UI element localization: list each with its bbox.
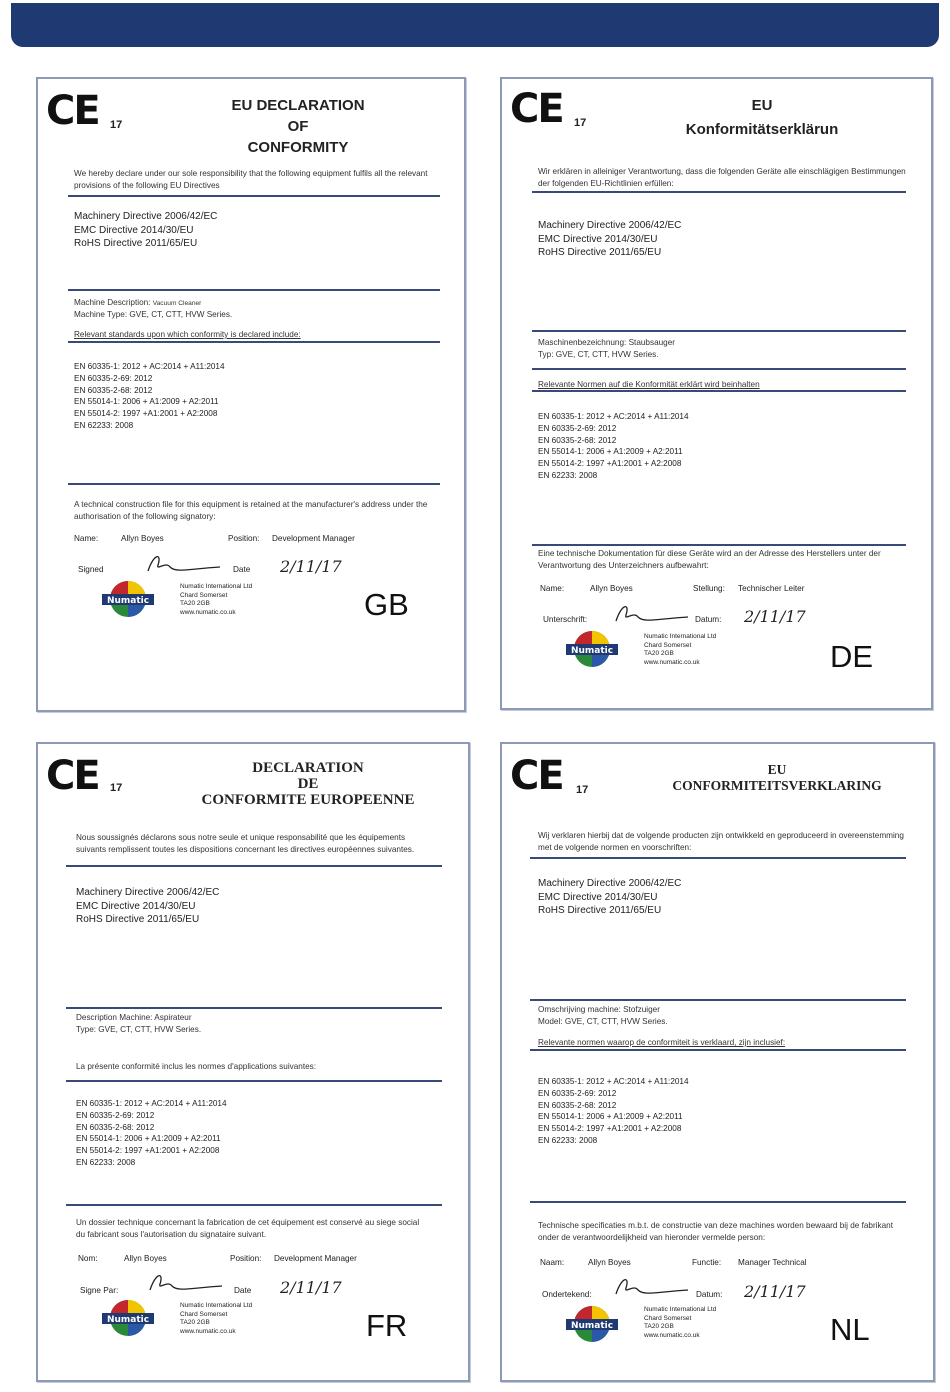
card-title (642, 762, 912, 794)
title-line: DE (297, 776, 319, 792)
standards-list (538, 1076, 689, 1147)
standard: EN 60335-1: 2012 + AC:2014 + A11:2014 (76, 1099, 227, 1108)
logo-text: Numatic (570, 1321, 614, 1331)
machine-desc-value: Vacuum Cleaner (152, 300, 202, 307)
tech-file-text: Technische specificaties m.b.t. de constructie van deze machines worden bewaard bij de fabrikant onder de verantwoordelijkheid van hieronder vermelde person: (538, 1221, 893, 1242)
company-address (644, 1306, 716, 1340)
standard: EN 62233: 2008 (74, 420, 134, 430)
name-value: Allyn Boyes (588, 1258, 631, 1267)
header-bar (11, 3, 939, 47)
divider (68, 289, 440, 291)
ce-mark: CE (46, 88, 99, 134)
title-line: CONFORMITE EUROPEENNE (201, 792, 415, 808)
signature-scribble (612, 1274, 692, 1300)
country-code: FR (366, 1308, 408, 1343)
standard: EN 60335-1: 2012 + AC:2014 + A11:2014 (74, 362, 225, 371)
date-value: 2/11/17 (744, 607, 806, 626)
position-value: Manager Technical (738, 1258, 807, 1267)
title-line: DECLARATION (252, 760, 364, 776)
divider (66, 1007, 442, 1009)
ce-mark: CE (46, 753, 99, 799)
intro-text: Wir erklären in alleiniger Verantwortung, dass die folgenden Geräte alle einschlägigen Bestimmungen der folgenden EU-Richtlinien erfüllen: (538, 167, 906, 188)
divider (530, 999, 906, 1001)
date-label: Date (234, 1286, 252, 1295)
position-value: Development Manager (274, 1254, 357, 1263)
title-line: EU (767, 762, 787, 777)
address-line: Numatic International Ltd (180, 583, 253, 590)
standard: EN 60335-2-68: 2012 (538, 1100, 617, 1110)
address-line: www.numatic.co.uk (644, 658, 700, 666)
machine-type: Model: GVE, CT, CTT, HVW Series. (538, 1017, 668, 1026)
directive: RoHS Directive 2011/65/EU (76, 914, 200, 925)
standard: EN 60335-1: 2012 + AC:2014 + A11:2014 (538, 412, 689, 421)
directive: EMC Directive 2014/30/EU (74, 224, 194, 236)
numatic-logo (100, 1298, 156, 1338)
title-line: CONFORMITEITSVERKLARING (672, 778, 882, 793)
card-title (188, 760, 428, 808)
card-title (188, 95, 408, 158)
name-label: Naam: (540, 1258, 565, 1267)
machine-description: Maschinenbezeichnung: Staubsauger (538, 338, 676, 347)
address-line: www.numatic.co.uk (644, 1331, 700, 1339)
address-line: Numatic International Ltd (644, 1306, 717, 1313)
address-line: www.numatic.co.uk (180, 1327, 236, 1335)
divider (68, 341, 440, 343)
standards-heading: Relevante normen waarop de conformiteit is verklaard, zijn inclusief: (538, 1038, 786, 1047)
address-line: TA20 2GB (180, 1319, 210, 1327)
address-line: www.numatic.co.uk (180, 608, 236, 616)
intro-text: We hereby declare under our sole responsibility that the following equipment fulfils all the relevant provisions of the following EU Directives (74, 169, 428, 190)
signed-label: Unterschrift: (543, 615, 588, 624)
title-line: EU (751, 97, 773, 114)
directives-list (74, 210, 217, 251)
divider (532, 390, 906, 392)
country-code: GB (364, 587, 409, 622)
position-label: Position: (228, 534, 260, 543)
intro-text: Nous soussignés déclarons sous notre seule et unique responsabilité que les équipements suivants remplissent toutes les dispositions concernant les directives européennes suivantes. (76, 833, 415, 854)
name-value: Allyn Boyes (124, 1254, 167, 1263)
signature (146, 1270, 226, 1301)
signature (612, 601, 692, 632)
signature (144, 551, 224, 582)
divider (530, 857, 906, 859)
card-title (642, 94, 882, 142)
standards-heading: La présente conformité inclus les normes d'applications suivantes: (76, 1062, 317, 1071)
name-label: Name: (74, 534, 99, 543)
tech-file-text: Eine technische Dokumentation für diese Geräte wird an der Adresse des Herstellers unter der Verantwortung des Unterzeichners aufbewahrt: (538, 549, 881, 570)
position-label: Functie: (692, 1258, 722, 1267)
standard: EN 60335-2-69: 2012 (76, 1110, 155, 1120)
address-line: Chard Somerset (644, 641, 692, 649)
address-line: TA20 2GB (644, 1323, 674, 1331)
directive: RoHS Directive 2011/65/EU (74, 238, 198, 249)
country-code: NL (830, 1312, 870, 1347)
standard: EN 55014-1: 2006 + A1:2009 + A2:2011 (74, 397, 219, 407)
standard: EN 55014-1: 2006 + A1:2009 + A2:2011 (538, 1112, 683, 1122)
directive: EMC Directive 2014/30/EU (538, 233, 658, 245)
numatic-logo (564, 1304, 620, 1344)
position-value: Technischer Leiter (738, 584, 805, 593)
machine-type: Machine Type: GVE, CT, CTT, HVW Series. (74, 310, 233, 319)
directives-list (76, 886, 219, 927)
position-value: Development Manager (272, 534, 355, 543)
divider (66, 865, 442, 867)
company-address (180, 583, 252, 617)
standard: EN 60335-2-68: 2012 (538, 435, 617, 445)
directive: Machinery Directive 2006/42/EC (76, 887, 220, 898)
directive: Machinery Directive 2006/42/EC (538, 878, 682, 889)
ce-year: 17 (110, 119, 123, 131)
standard: EN 55014-2: 1997 +A1:2001 + A2:2008 (538, 459, 682, 469)
machine-type: Type: GVE, CT, CTT, HVW Series. (76, 1025, 202, 1034)
address-line: Numatic International Ltd (644, 633, 717, 640)
intro-text: Wij verklaren hierbij dat de volgende producten zijn ontwikkeld en geproduceerd in overeenstemming met de volgende normen en voorschriften: (538, 831, 904, 852)
name-label: Nom: (78, 1254, 98, 1263)
tech-file-text: Un dossier technique concernant la fabrication de cet équipement est conservé au siege social du fabricant sous l'autorisation du signataire suivant. (76, 1218, 420, 1239)
declaration-card-nl (500, 742, 935, 1382)
name-label: Name: (540, 584, 565, 593)
signed-label: Signe Par: (80, 1286, 119, 1295)
declaration-card-fr (36, 742, 470, 1382)
divider (532, 544, 906, 546)
signature-scribble (144, 551, 224, 577)
declaration-card-gb (36, 77, 466, 712)
directive: RoHS Directive 2011/65/EU (538, 905, 662, 916)
directive: Machinery Directive 2006/42/EC (74, 211, 218, 222)
numatic-logo (100, 579, 156, 619)
standard: EN 60335-1: 2012 + AC:2014 + A11:2014 (538, 1077, 689, 1086)
machine-description: Description Machine: Aspirateur (76, 1013, 192, 1022)
date-label: Datum: (696, 1290, 723, 1299)
address-line: Chard Somerset (644, 1314, 692, 1322)
ce-mark: CE (510, 753, 563, 799)
title-line: OF (287, 118, 309, 135)
standard: EN 55014-2: 1997 +A1:2001 + A2:2008 (74, 409, 218, 419)
signature-scribble (612, 601, 692, 627)
divider (530, 1049, 906, 1051)
machine-desc-label: Machine Description: (74, 298, 151, 307)
standard: EN 60335-2-69: 2012 (74, 373, 153, 383)
standard: EN 55014-1: 2006 + A1:2009 + A2:2011 (538, 447, 683, 457)
standards-heading: Relevante Normen auf die Konformität erklärt wird beinhalten (538, 380, 760, 389)
directive: EMC Directive 2014/30/EU (76, 900, 196, 912)
standard: EN 55014-1: 2006 + A1:2009 + A2:2011 (76, 1134, 221, 1144)
ce-mark: CE (510, 86, 563, 132)
logo-text: Numatic (570, 646, 614, 656)
standards-list (76, 1098, 227, 1169)
standard: EN 60335-2-69: 2012 (538, 423, 617, 433)
standards-list (74, 361, 225, 432)
position-label: Stellung: (693, 584, 725, 593)
divider (532, 191, 906, 193)
standard: EN 55014-2: 1997 +A1:2001 + A2:2008 (76, 1146, 220, 1156)
date-value: 2/11/17 (744, 1282, 806, 1301)
numatic-logo (564, 629, 620, 669)
title-line: Konformitätserklärun (685, 121, 839, 138)
signed-label: Ondertekend: (542, 1290, 592, 1299)
divider (66, 1080, 442, 1082)
ce-year: 17 (574, 117, 587, 129)
tech-file-text: A technical construction file for this equipment is retained at the manufacturer's address under the authorisation of the following signatory: (74, 500, 428, 521)
standard: EN 55014-2: 1997 +A1:2001 + A2:2008 (538, 1124, 682, 1134)
signed-label: Signed (78, 565, 104, 574)
directive: EMC Directive 2014/30/EU (538, 891, 658, 903)
logo-text: Numatic (106, 1315, 150, 1325)
logo-text: Numatic (106, 596, 150, 606)
position-label: Position: (230, 1254, 262, 1263)
standards-heading: Relevant standards upon which conformity is declared include: (74, 330, 301, 339)
divider (68, 195, 440, 197)
country-code: DE (830, 639, 874, 674)
date-label: Date (233, 565, 251, 574)
standard: EN 62233: 2008 (538, 470, 598, 480)
declaration-card-de (500, 77, 933, 710)
divider (68, 483, 440, 485)
divider (532, 368, 906, 370)
signature-scribble (146, 1270, 226, 1296)
directives-list (538, 877, 681, 918)
machine-type: Typ: GVE, CT, CTT, HVW Series. (538, 350, 659, 359)
standards-list (538, 411, 689, 482)
address-line: Chard Somerset (180, 591, 228, 599)
standard: EN 62233: 2008 (538, 1135, 598, 1145)
divider (66, 1204, 442, 1206)
date-label: Datum: (695, 615, 722, 624)
address-line: TA20 2GB (644, 650, 674, 658)
divider (532, 330, 906, 332)
standard: EN 62233: 2008 (76, 1157, 136, 1167)
company-address (644, 633, 716, 667)
company-address (180, 1302, 252, 1336)
address-line: Numatic International Ltd (180, 1302, 253, 1309)
date-value: 2/11/17 (280, 1278, 342, 1297)
date-value: 2/11/17 (280, 557, 342, 576)
name-value: Allyn Boyes (590, 584, 633, 593)
directive: RoHS Directive 2011/65/EU (538, 247, 662, 258)
signature (612, 1274, 692, 1305)
name-value: Allyn Boyes (121, 534, 164, 543)
standard: EN 60335-2-68: 2012 (76, 1122, 155, 1132)
title-line: CONFORMITY (247, 139, 349, 156)
standard: EN 60335-2-68: 2012 (74, 385, 153, 395)
directive: Machinery Directive 2006/42/EC (538, 220, 682, 231)
ce-year: 17 (110, 782, 123, 794)
directives-list (538, 219, 681, 260)
divider (530, 1201, 906, 1203)
standard: EN 60335-2-69: 2012 (538, 1088, 617, 1098)
address-line: TA20 2GB (180, 600, 210, 608)
title-line: EU DECLARATION (231, 97, 365, 114)
machine-description: Omschrijving machine: Stofzuiger (538, 1005, 660, 1014)
ce-year: 17 (576, 784, 589, 796)
address-line: Chard Somerset (180, 1310, 228, 1318)
